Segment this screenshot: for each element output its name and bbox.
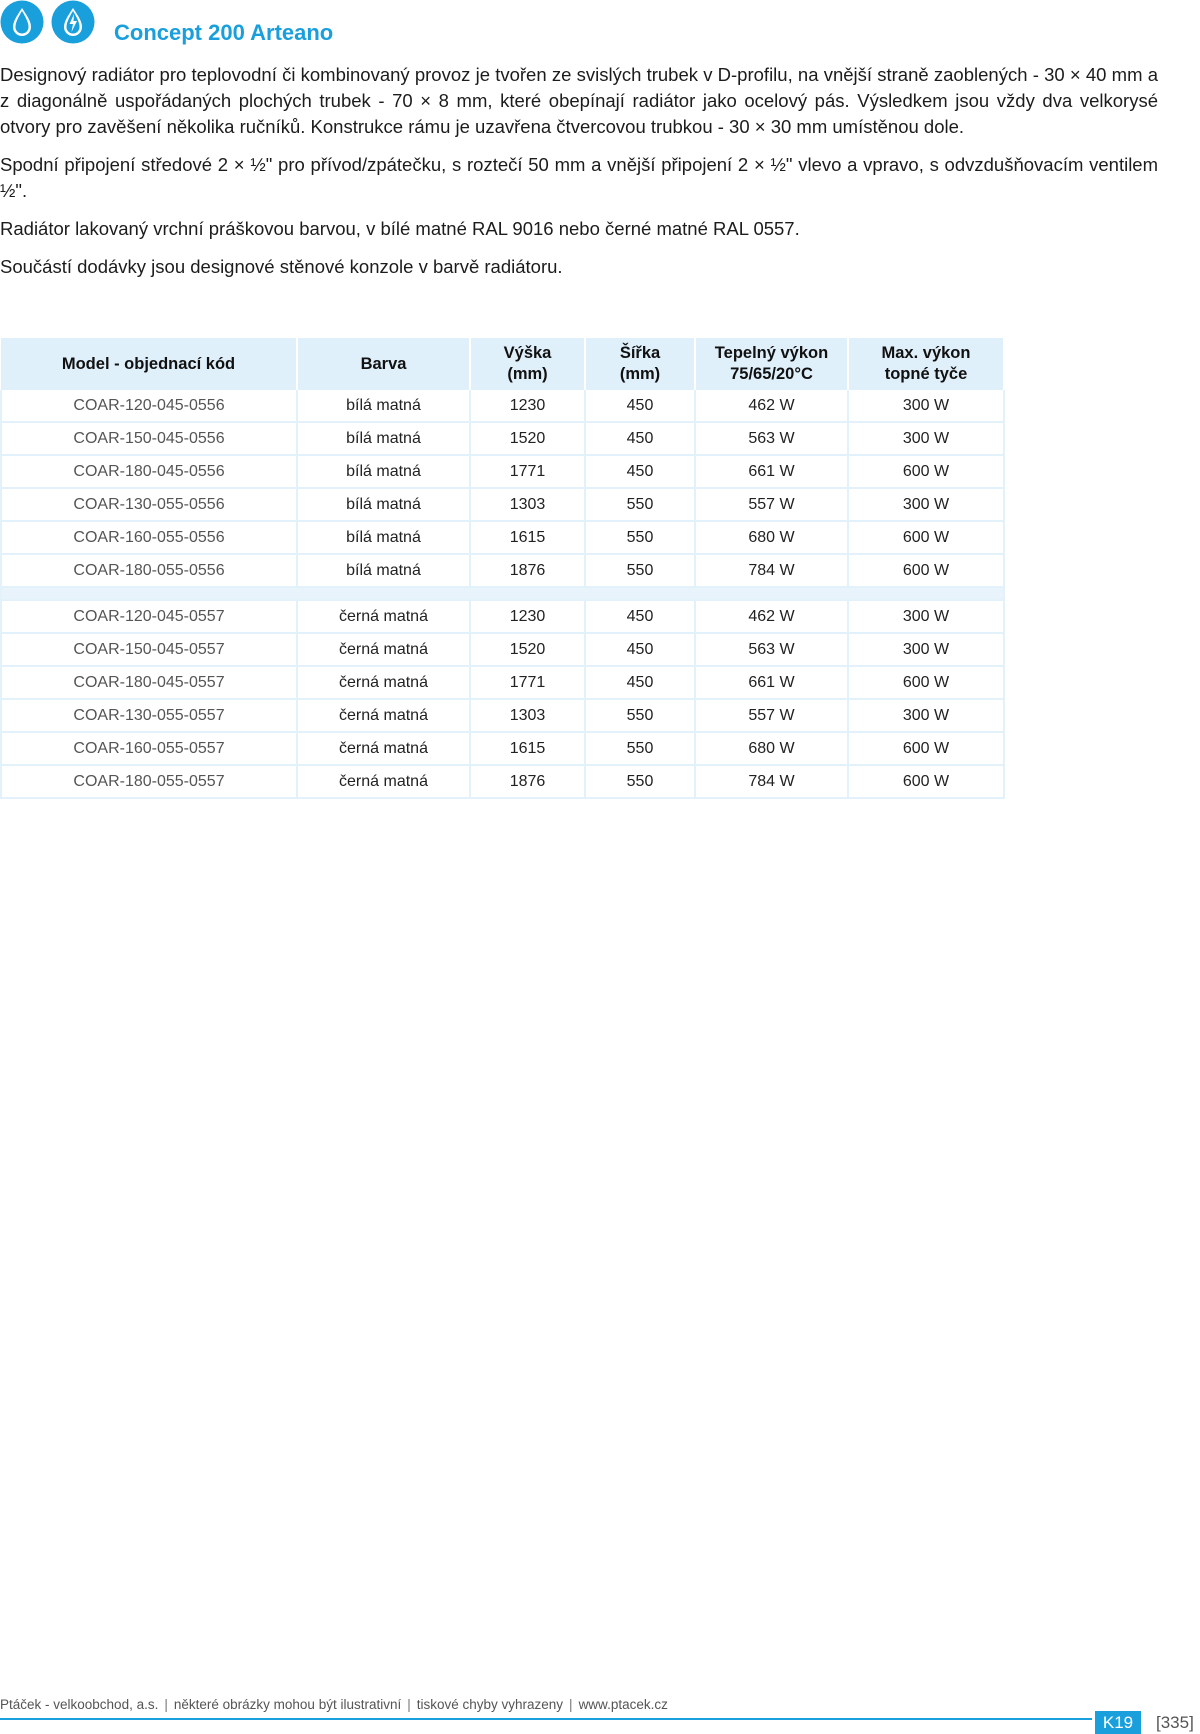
cell-width: 550 (585, 488, 695, 521)
column-header-height: Výška (mm) (470, 338, 585, 390)
cell-width: 450 (585, 390, 695, 422)
cell-max-output: 300 W (848, 422, 1004, 455)
cell-max-output: 600 W (848, 732, 1004, 765)
cell-model: COAR-150-045-0556 (1, 422, 297, 455)
cell-height: 1876 (470, 765, 585, 798)
cell-heat-output: 661 W (695, 455, 848, 488)
product-table (0, 338, 1005, 799)
cell-width: 550 (585, 765, 695, 798)
header (0, 0, 600, 48)
cell-height: 1615 (470, 521, 585, 554)
cell-color: černá matná (297, 732, 470, 765)
cell-height: 1520 (470, 422, 585, 455)
cell-heat-output: 680 W (695, 521, 848, 554)
cell-height: 1520 (470, 633, 585, 666)
cell-color: bílá matná (297, 390, 470, 422)
footer-note-errors: tiskové chyby vyhrazeny (416, 1697, 564, 1712)
cell-heat-output: 784 W (695, 765, 848, 798)
cell-heat-output: 557 W (695, 488, 848, 521)
intro-text (0, 62, 1158, 292)
cell-max-output: 300 W (848, 390, 1004, 422)
cell-model: COAR-160-055-0557 (1, 732, 297, 765)
footer-website-link[interactable]: www.ptacek.cz (578, 1697, 668, 1712)
delivery-paragraph: Součástí dodávky jsou designové stěnové konzole v barvě radiátoru. (0, 256, 563, 277)
cell-model: COAR-160-055-0556 (1, 521, 297, 554)
cell-max-output: 300 W (848, 699, 1004, 732)
cell-model: COAR-130-055-0557 (1, 699, 297, 732)
table-row (1, 633, 1004, 666)
cell-color: bílá matná (297, 422, 470, 455)
cell-model: COAR-180-045-0557 (1, 666, 297, 699)
cell-color: bílá matná (297, 554, 470, 587)
cell-width: 550 (585, 554, 695, 587)
footer-note-illustrative: některé obrázky mohou být ilustrativní (173, 1697, 402, 1712)
cell-width: 550 (585, 521, 695, 554)
cell-max-output: 300 W (848, 488, 1004, 521)
cell-heat-output: 680 W (695, 732, 848, 765)
cell-width: 450 (585, 633, 695, 666)
finish-paragraph: Radiátor lakovaný vrchní práškovou barvou, v bílé matné RAL 9016 nebo černé matné RAL 0557. (0, 218, 800, 239)
cell-color: bílá matná (297, 455, 470, 488)
cell-color: černá matná (297, 633, 470, 666)
cell-width: 450 (585, 422, 695, 455)
cell-max-output: 600 W (848, 666, 1004, 699)
cell-color: bílá matná (297, 521, 470, 554)
water-drop-icon (0, 0, 44, 44)
cell-color: černá matná (297, 765, 470, 798)
table-row (1, 390, 1004, 422)
cell-height: 1771 (470, 666, 585, 699)
cell-heat-output: 563 W (695, 633, 848, 666)
cell-width: 450 (585, 455, 695, 488)
cell-height: 1230 (470, 600, 585, 633)
cell-max-output: 600 W (848, 765, 1004, 798)
cell-max-output: 600 W (848, 455, 1004, 488)
table-row (1, 521, 1004, 554)
flame-drop-icon (51, 0, 95, 44)
cell-model: COAR-150-045-0557 (1, 633, 297, 666)
cell-height: 1303 (470, 699, 585, 732)
cell-heat-output: 661 W (695, 666, 848, 699)
table-row (1, 488, 1004, 521)
cell-width: 450 (585, 666, 695, 699)
footer: Ptáček - velkoobchod, a.s. | některé obrázky mohou být ilustrativní | tiskové chyby vyhrazeny | www.ptacek.cz (0, 1697, 668, 1712)
cell-model: COAR-120-045-0557 (1, 600, 297, 633)
cell-height: 1876 (470, 554, 585, 587)
page-title: Concept 200 Arteano (114, 20, 334, 45)
section-badge: K19 (1095, 1711, 1141, 1734)
table-row (1, 666, 1004, 699)
cell-width: 550 (585, 699, 695, 732)
footer-divider (0, 1718, 1092, 1720)
cell-color: bílá matná (297, 488, 470, 521)
cell-model: COAR-180-055-0556 (1, 554, 297, 587)
cell-color: černá matná (297, 699, 470, 732)
cell-max-output: 300 W (848, 600, 1004, 633)
cell-heat-output: 462 W (695, 390, 848, 422)
cell-color: černá matná (297, 666, 470, 699)
connection-paragraph: Spodní připojení středové 2 × ½" pro přívod/zpátečku, s roztečí 50 mm a vnější připojení 2 × ½" vlevo a vpravo, s odvzdušňovacím ventilem ½". (0, 154, 1158, 201)
table-body (1, 390, 1004, 798)
cell-heat-output: 462 W (695, 600, 848, 633)
cell-heat-output: 563 W (695, 422, 848, 455)
table-header-row (1, 338, 1004, 390)
cell-max-output: 600 W (848, 554, 1004, 587)
cell-height: 1230 (470, 390, 585, 422)
table-row (1, 600, 1004, 633)
cell-model: COAR-130-055-0556 (1, 488, 297, 521)
group-separator-row (1, 587, 1004, 600)
table-row (1, 422, 1004, 455)
cell-heat-output: 557 W (695, 699, 848, 732)
table-row (1, 554, 1004, 587)
page-number: [335] (1156, 1713, 1194, 1732)
cell-model: COAR-120-045-0556 (1, 390, 297, 422)
cell-color: černá matná (297, 600, 470, 633)
cell-model: COAR-180-045-0556 (1, 455, 297, 488)
column-header-model: Model - objednací kód (1, 338, 297, 390)
cell-width: 450 (585, 600, 695, 633)
table-row (1, 732, 1004, 765)
column-header-color: Barva (297, 338, 470, 390)
group-separator (1, 587, 1004, 600)
cell-height: 1771 (470, 455, 585, 488)
column-header-width: Šířka (mm) (585, 338, 695, 390)
cell-heat-output: 784 W (695, 554, 848, 587)
cell-model: COAR-180-055-0557 (1, 765, 297, 798)
cell-width: 550 (585, 732, 695, 765)
table-row (1, 455, 1004, 488)
cell-max-output: 600 W (848, 521, 1004, 554)
description-paragraph: Designový radiátor pro teplovodní či kombinovaný provoz je tvořen ze svislých trubek v D-profilu, na vnější straně zaoblených - 30 × 40 mm a z diagonálně uspořádaných plochých trubek - 70 × 8 mm, které obepínají radiátor jako ocelový pás. Výsledkem jsou vždy dva velkorysé otvory pro zavěšení několika ručníků. Konstrukce rámu je uzavřena čtvercovou trubkou - 30 × 30 mm umístěnou dole. (0, 64, 1158, 137)
column-header-max-output: Max. výkon topné tyče (848, 338, 1004, 390)
table-row (1, 699, 1004, 732)
column-header-heat-output: Tepelný výkon 75/65/20°C (695, 338, 848, 390)
footer-company: Ptáček - velkoobchod, a.s. (0, 1697, 159, 1712)
table-row (1, 765, 1004, 798)
cell-max-output: 300 W (848, 633, 1004, 666)
cell-height: 1303 (470, 488, 585, 521)
cell-height: 1615 (470, 732, 585, 765)
